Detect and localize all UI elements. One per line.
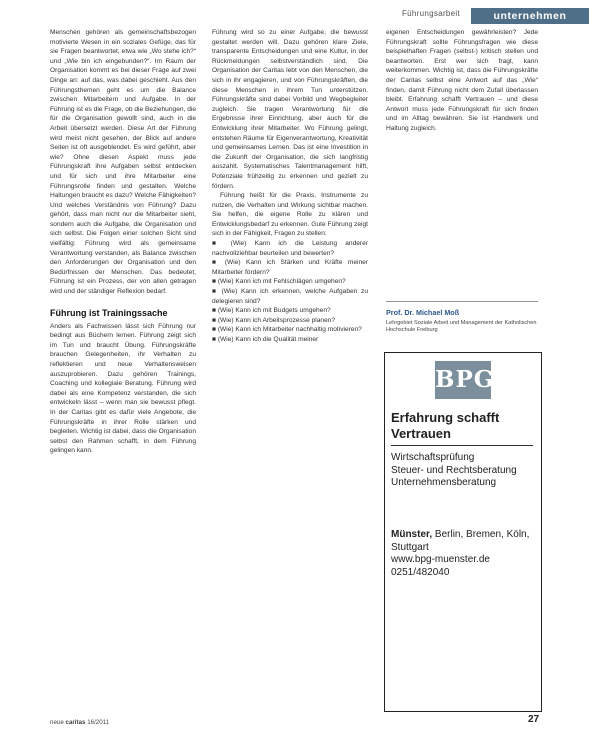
author-name: Prof. Dr. Michael Moß	[386, 308, 460, 317]
ad-cities: Berlin, Bremen, Köln, Stuttgart	[391, 529, 530, 553]
footer-prefix: neue	[50, 719, 64, 726]
service-item: Unternehmensberatung	[391, 477, 497, 489]
footer-magazine-name: caritas	[65, 719, 86, 726]
list-item: ■ (Wie) Kann ich erkennen, welche Aufgaben zu delegieren sind?	[212, 288, 368, 305]
paragraph: Menschen gehören als gemeinschaftsbezogen motivierte Wesen in ein soziales Gefüge, das für sie Fragen beantwortet, etwa wie „Wo stehe ich?“ und „Wie bin ich eingebunden?“. Im Raum der Organisation kommt es bei dieser Frage auf zwei Dinge an: auf das, was dabei geschieht. Aus den Führungsthemen geht es um die Balance zwischen Mitarbeitern und Aufgabe. In der Führung ist es die Frage, ob die Beziehungen, die für die Organisation gewollt sind, auch in die Arbeit übersetzt werden. Diese Art der Führung wird meist nicht gesehen, der Blick auf andere Seiten ist oft ausgeblendet. Es wird geführt, aber wie? Ohne diesen Aspekt muss jede Führungskraft ihre Aufgaben selbst entdecken und für sich und ihre Mitarbeiter eine Führungsrolle finden und gestalten. Welche Haltungen braucht es dazu? Welche Fähigkeiten? Und welches Verständnis von Führung? Dazu gehört, dass man nicht nur die Mitarbeiter sieht, sondern auch die Aufgabe, die Organisation und sich selbst. Die Folgen einer solchen Sicht sind vielfältig: Führung wird als gemeinsame Verantwortung verstanden, als Balance zwischen den Anforderungen der Organisation und den Bedürfnissen der Menschen. Das bedeutet, Führung ist ein Prozess, der von allen getragen wird und der ständiger Reflexion bedarf.	[50, 29, 196, 296]
subheading: Führung ist Trainingssache	[50, 307, 168, 318]
page-number: 27	[528, 714, 540, 725]
paragraph: Anders als Fachwissen lässt sich Führung nur bedingt aus Büchern lernen. Führung zeigt sich im Tun und braucht Übung. Führungskräfte brauchen Gelegenheiten, ihr Verhalten zu reflektieren und neue Verhaltensweisen auszuprobieren. Dazu gehören Trainings, Coaching und kollegiale Beratung. Führung wird dabei als eine Kompetenz verstanden, die sich entwickeln lässt – wenn man sie bewusst pflegt. In der Caritas gibt es dafür viele Angebote, die Führungskräfte in ihrer Rolle stärken und begleiten. Wichtig ist dabei, dass die Organisation selbst den Rahmen schafft, in dem Führung gelingen kann.	[50, 322, 196, 455]
section-title: Führungsarbeit	[402, 9, 461, 18]
question-list	[212, 239, 368, 345]
article-column-1	[50, 28, 196, 456]
footer-magazine	[50, 719, 109, 726]
ad-website-link[interactable]: www.bpg-muenster.de	[391, 554, 490, 566]
bpg-logo: BPG	[435, 361, 491, 399]
list-item: ■ (Wie) Kann ich Stärken und Kräfte meiner Mitarbeiter fördern?	[212, 259, 368, 276]
advertisement[interactable]	[384, 352, 542, 712]
list-item: ■ (Wie) Kann ich Arbeitsprozesse planen?	[212, 316, 336, 324]
author-note: Lehrgebiet Soziale Arbeit und Management der Katholischen Hochschule Freiburg	[386, 320, 537, 334]
footer-issue: 16/2011	[87, 719, 110, 726]
author-divider	[386, 301, 538, 302]
article-column-3	[386, 28, 538, 134]
ad-divider	[391, 445, 533, 446]
ad-services	[391, 452, 537, 490]
ad-phone: 0251/482040	[391, 566, 450, 578]
section-tab: unternehmen	[471, 8, 589, 24]
ad-contact	[391, 529, 537, 579]
list-item: ■ (Wie) Kann ich mit Budgets umgehen?	[212, 307, 331, 315]
list-item: ■ (Wie) Kann ich die Qualität meiner	[212, 336, 319, 343]
paragraph: eigenen Entscheidungen gewährleisten? Jede Führungskraft sollte Führungsfragen wie diese beispielhaften Fragen (selbst-) kritisch stellen und beantworten. Erst wer sich fragt, kann weiterkommen. Wichtig ist, dass die Führungskräfte der Caritas selbst eine Antwort auf das „Wie“ finden, damit Führung nicht dem Zufall überlassen bleibt. Erfahrung schafft Vertrauen – und diese Antwort muss jede Führungskraft für sich finden und im Alltag bewähren. Sie ist Handwerk und Haltung zugleich.	[386, 29, 538, 132]
article-column-2	[212, 28, 368, 345]
list-item: ■ (Wie) Kann ich die Leistung anderer nachvollziehbar beurteilen und bewerten?	[212, 240, 368, 257]
ad-city-bold: Münster,	[391, 529, 433, 540]
service-item: Wirtschaftsprüfung	[391, 452, 475, 463]
paragraph: Führung heißt für die Praxis, Instrumente zu nutzen, die Verhalten und Wirkung sichtbar machen. Sie helfen, die eigene Rolle zu klären und Entwicklungsbedarf zu erkennen. Gute Führung zeigt sich in der Fähigkeit, Fragen zu stellen:	[212, 192, 368, 238]
list-item: ■ (Wie) Kann ich Mitarbeiter nachhaltig motivieren?	[212, 326, 362, 334]
service-item: Steuer- und Rechtsberatung	[391, 464, 517, 476]
ad-slogan: Erfahrung schafft Vertrauen	[391, 410, 500, 441]
list-item: ■ (Wie) Kann ich mit Fehlschlägen umgehen?	[212, 278, 346, 286]
paragraph: Führung wird so zu einer Aufgabe, die bewusst gestaltet werden will. Dazu gehören klare Ziele, transparente Entscheidungen und eine Kultur, in der Rückmeldungen selbstverständlich sind. Die Organisation der Caritas lebt von den Menschen, die sich in ihr engagieren, und von Führungskräften, die diese Menschen in ihrem Tun unterstützen. Führungskräfte sind dabei Vorbild und Wegbegleiter zugleich. Sie tragen Verantwortung für die Ergebnisse ihrer Einrichtung, aber auch für die Entwicklung ihrer Mitarbeiter. Wo Führung gelingt, entstehen Räume für Eigenverantwortung, Kreativität und gemeinsames Lernen. Das ist eine Investition in die Zukunft der Organisation, die sich langfristig auszahlt. Systematisches Talentmanagement hilft, Potenziale frühzeitig zu erkennen und gezielt zu fördern.	[212, 29, 368, 190]
